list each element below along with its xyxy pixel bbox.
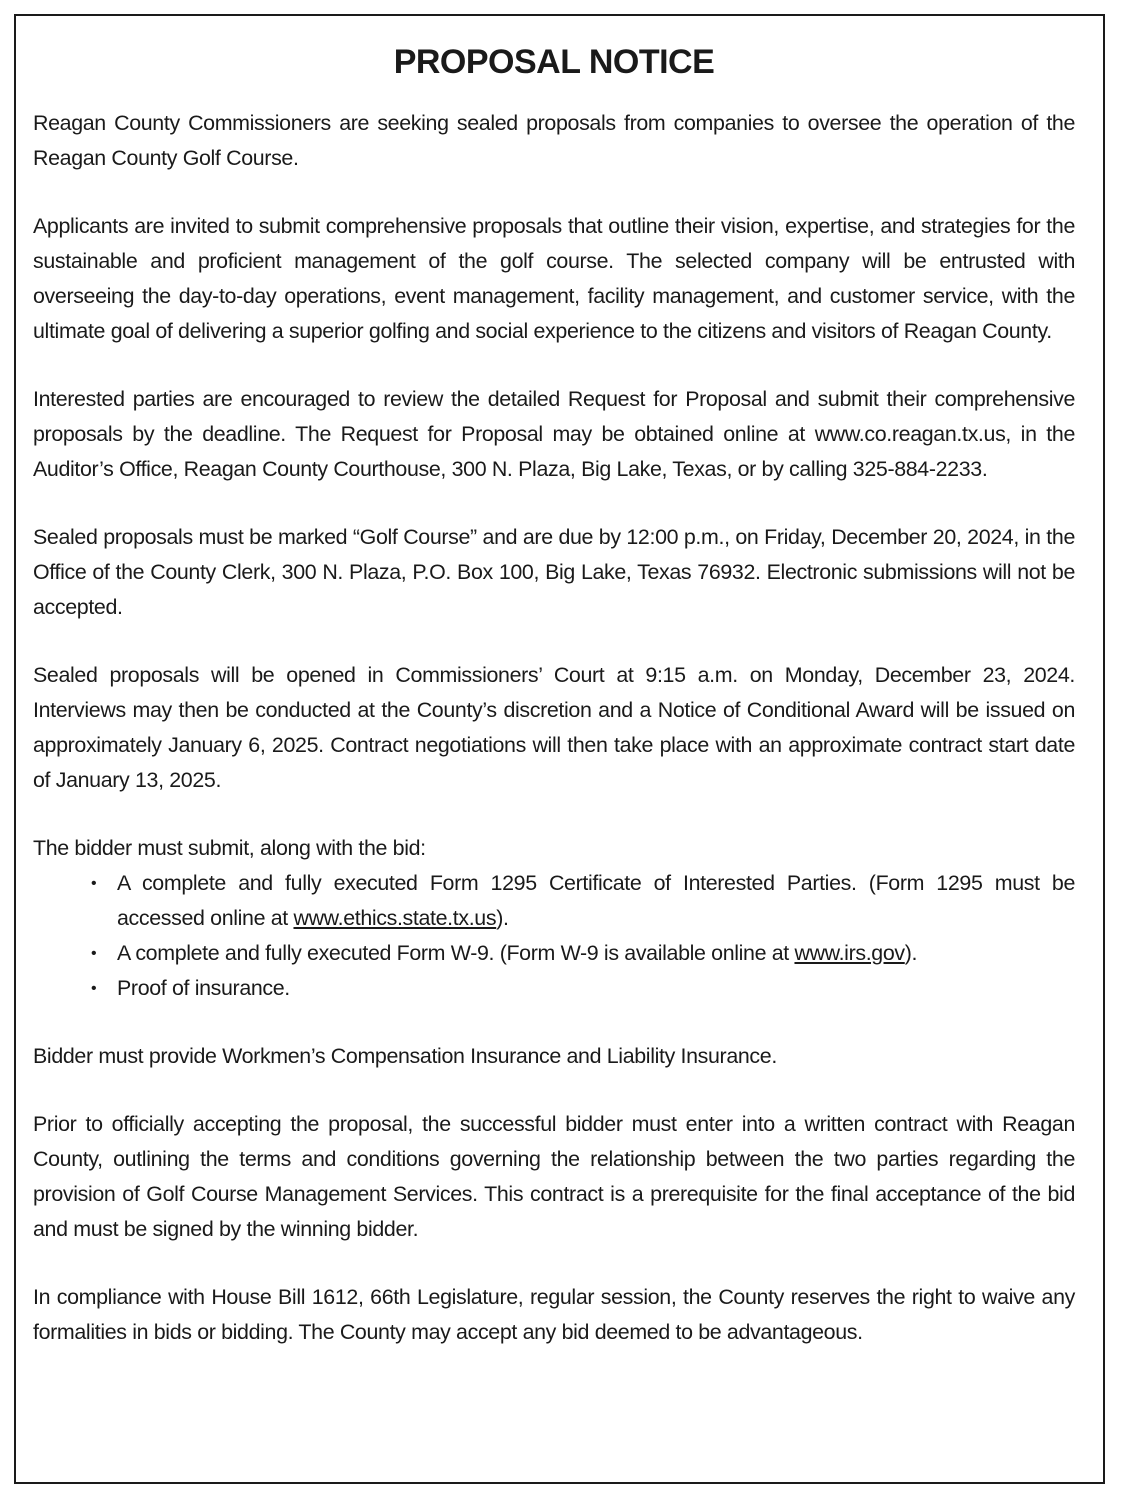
contract-paragraph: Prior to officially accepting the proposal, the successful bidder must enter into a written contract with Reagan County, outlining the terms and conditions governing the relationship between the two parties regarding the provision of Golf Course Management Services. This contract is a prerequisite for the final acceptance of the bid and must be signed by the winning bidder. (33, 1112, 1075, 1241)
rfp-availability-paragraph: Interested parties are encouraged to review the detailed Request for Proposal and submit their comprehensive proposals by the deadline. The Request for Proposal may be obtained online at www.co.reagan.tx.us, in the Auditor’s Office, Reagan County Courthouse, 300 N. Plaza, Big Lake, Texas, or by calling 325-884-2233. (33, 387, 1075, 481)
list-item (91, 936, 1075, 971)
due-date-paragraph: Sealed proposals must be marked “Golf Course” and are due by 12:00 p.m., on Friday, December 20, 2024, in the Office of the County Clerk, 300 N. Plaza, P.O. Box 100, Big Lake, Texas 76932. Electronic submissions will not be accepted. (33, 525, 1075, 619)
list-item-suffix: ). (496, 906, 509, 930)
compliance-paragraph: In compliance with House Bill 1612, 66th Legislature, regular session, the County reserves the right to waive any formalities in bids or bidding. The County may accept any bid deemed to be advantageous. (33, 1285, 1075, 1344)
list-item-text: A complete and fully executed Form 1295 Certificate of Interested Parties. (Form 1295 must be accessed online at (117, 871, 1075, 930)
irs-link[interactable]: www.irs.gov (794, 941, 905, 965)
proposal-notice (14, 14, 1105, 1484)
bid-requirements-intro: The bidder must submit, along with the bid: (33, 836, 426, 860)
list-item-suffix: ). (904, 941, 918, 965)
ethics-link[interactable]: www.ethics.state.tx.us (293, 906, 497, 930)
bullet-icon: • (91, 945, 97, 962)
list-item (91, 866, 1075, 936)
bullet-icon: • (91, 875, 97, 892)
applicants-paragraph: Applicants are invited to submit comprehensive proposals that outline their vision, expertise, and strategies for the sustainable and proficient management of the golf course. The selected company will be entrusted with overseeing the day-to-day operations, event management, facility management, and customer service, with the ultimate goal of delivering a superior golfing and social experience to the citizens and visitors of Reagan County. (33, 214, 1075, 343)
list-item-text: Proof of insurance. (117, 976, 290, 1000)
notice-title: PROPOSAL NOTICE (393, 43, 715, 81)
bullet-icon: • (91, 980, 97, 997)
insurance-paragraph: Bidder must provide Workmen’s Compensation Insurance and Liability Insurance. (33, 1044, 777, 1068)
opening-schedule-paragraph: Sealed proposals will be opened in Commissioners’ Court at 9:15 a.m. on Monday, December 23, 2024. Interviews may then be conducted at the County’s discretion and a Notice of Conditional Award will be issued on approximately January 6, 2025. Contract negotiations will then take place with an approximate contract start date of January 13, 2025. (33, 663, 1075, 792)
bid-requirements-list (33, 866, 1075, 1006)
intro-paragraph: Reagan County Commissioners are seeking sealed proposals from companies to oversee the operation of the Reagan County Golf Course. (33, 111, 1075, 170)
list-item-text: A complete and fully executed Form W-9. (Form W-9 is available online at (117, 941, 795, 965)
list-item (91, 971, 1075, 1006)
